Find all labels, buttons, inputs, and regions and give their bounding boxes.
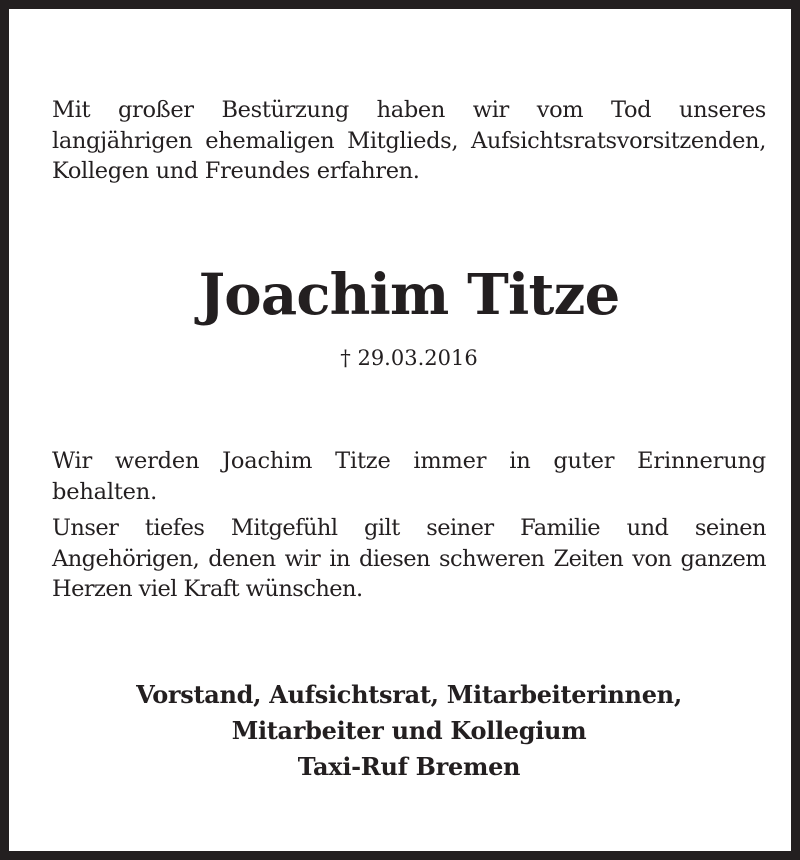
deceased-name: Joachim Titze [198, 262, 620, 328]
signature-block [9, 677, 800, 785]
condolence-paragraph: Unser tiefes Mitgefühl gilt seiner Familie und seinen Angehörigen, denen wir in diesen schweren Zeiten von ganzem Herzen viel Kraft wünschen. [52, 515, 766, 602]
intro-paragraph: Mit großer Bestürzung haben wir vom Tod unseres langjährigen ehemaligen Mitglieds, Aufsichtsratsvorsitzenden, Kollegen und Freundes erfahren. [52, 97, 766, 184]
remembrance-paragraph: Wir werden Joachim Titze immer in guter Erinnerung behalten. [52, 448, 766, 505]
signature-line-3: Taxi-Ruf Bremen [297, 752, 521, 781]
signature-line-2: Mitarbeiter und Kollegium [231, 716, 587, 745]
death-date: † 29.03.2016 [340, 346, 478, 370]
signature-line-1: Vorstand, Aufsichtsrat, Mitarbeiterinnen, [136, 680, 682, 709]
